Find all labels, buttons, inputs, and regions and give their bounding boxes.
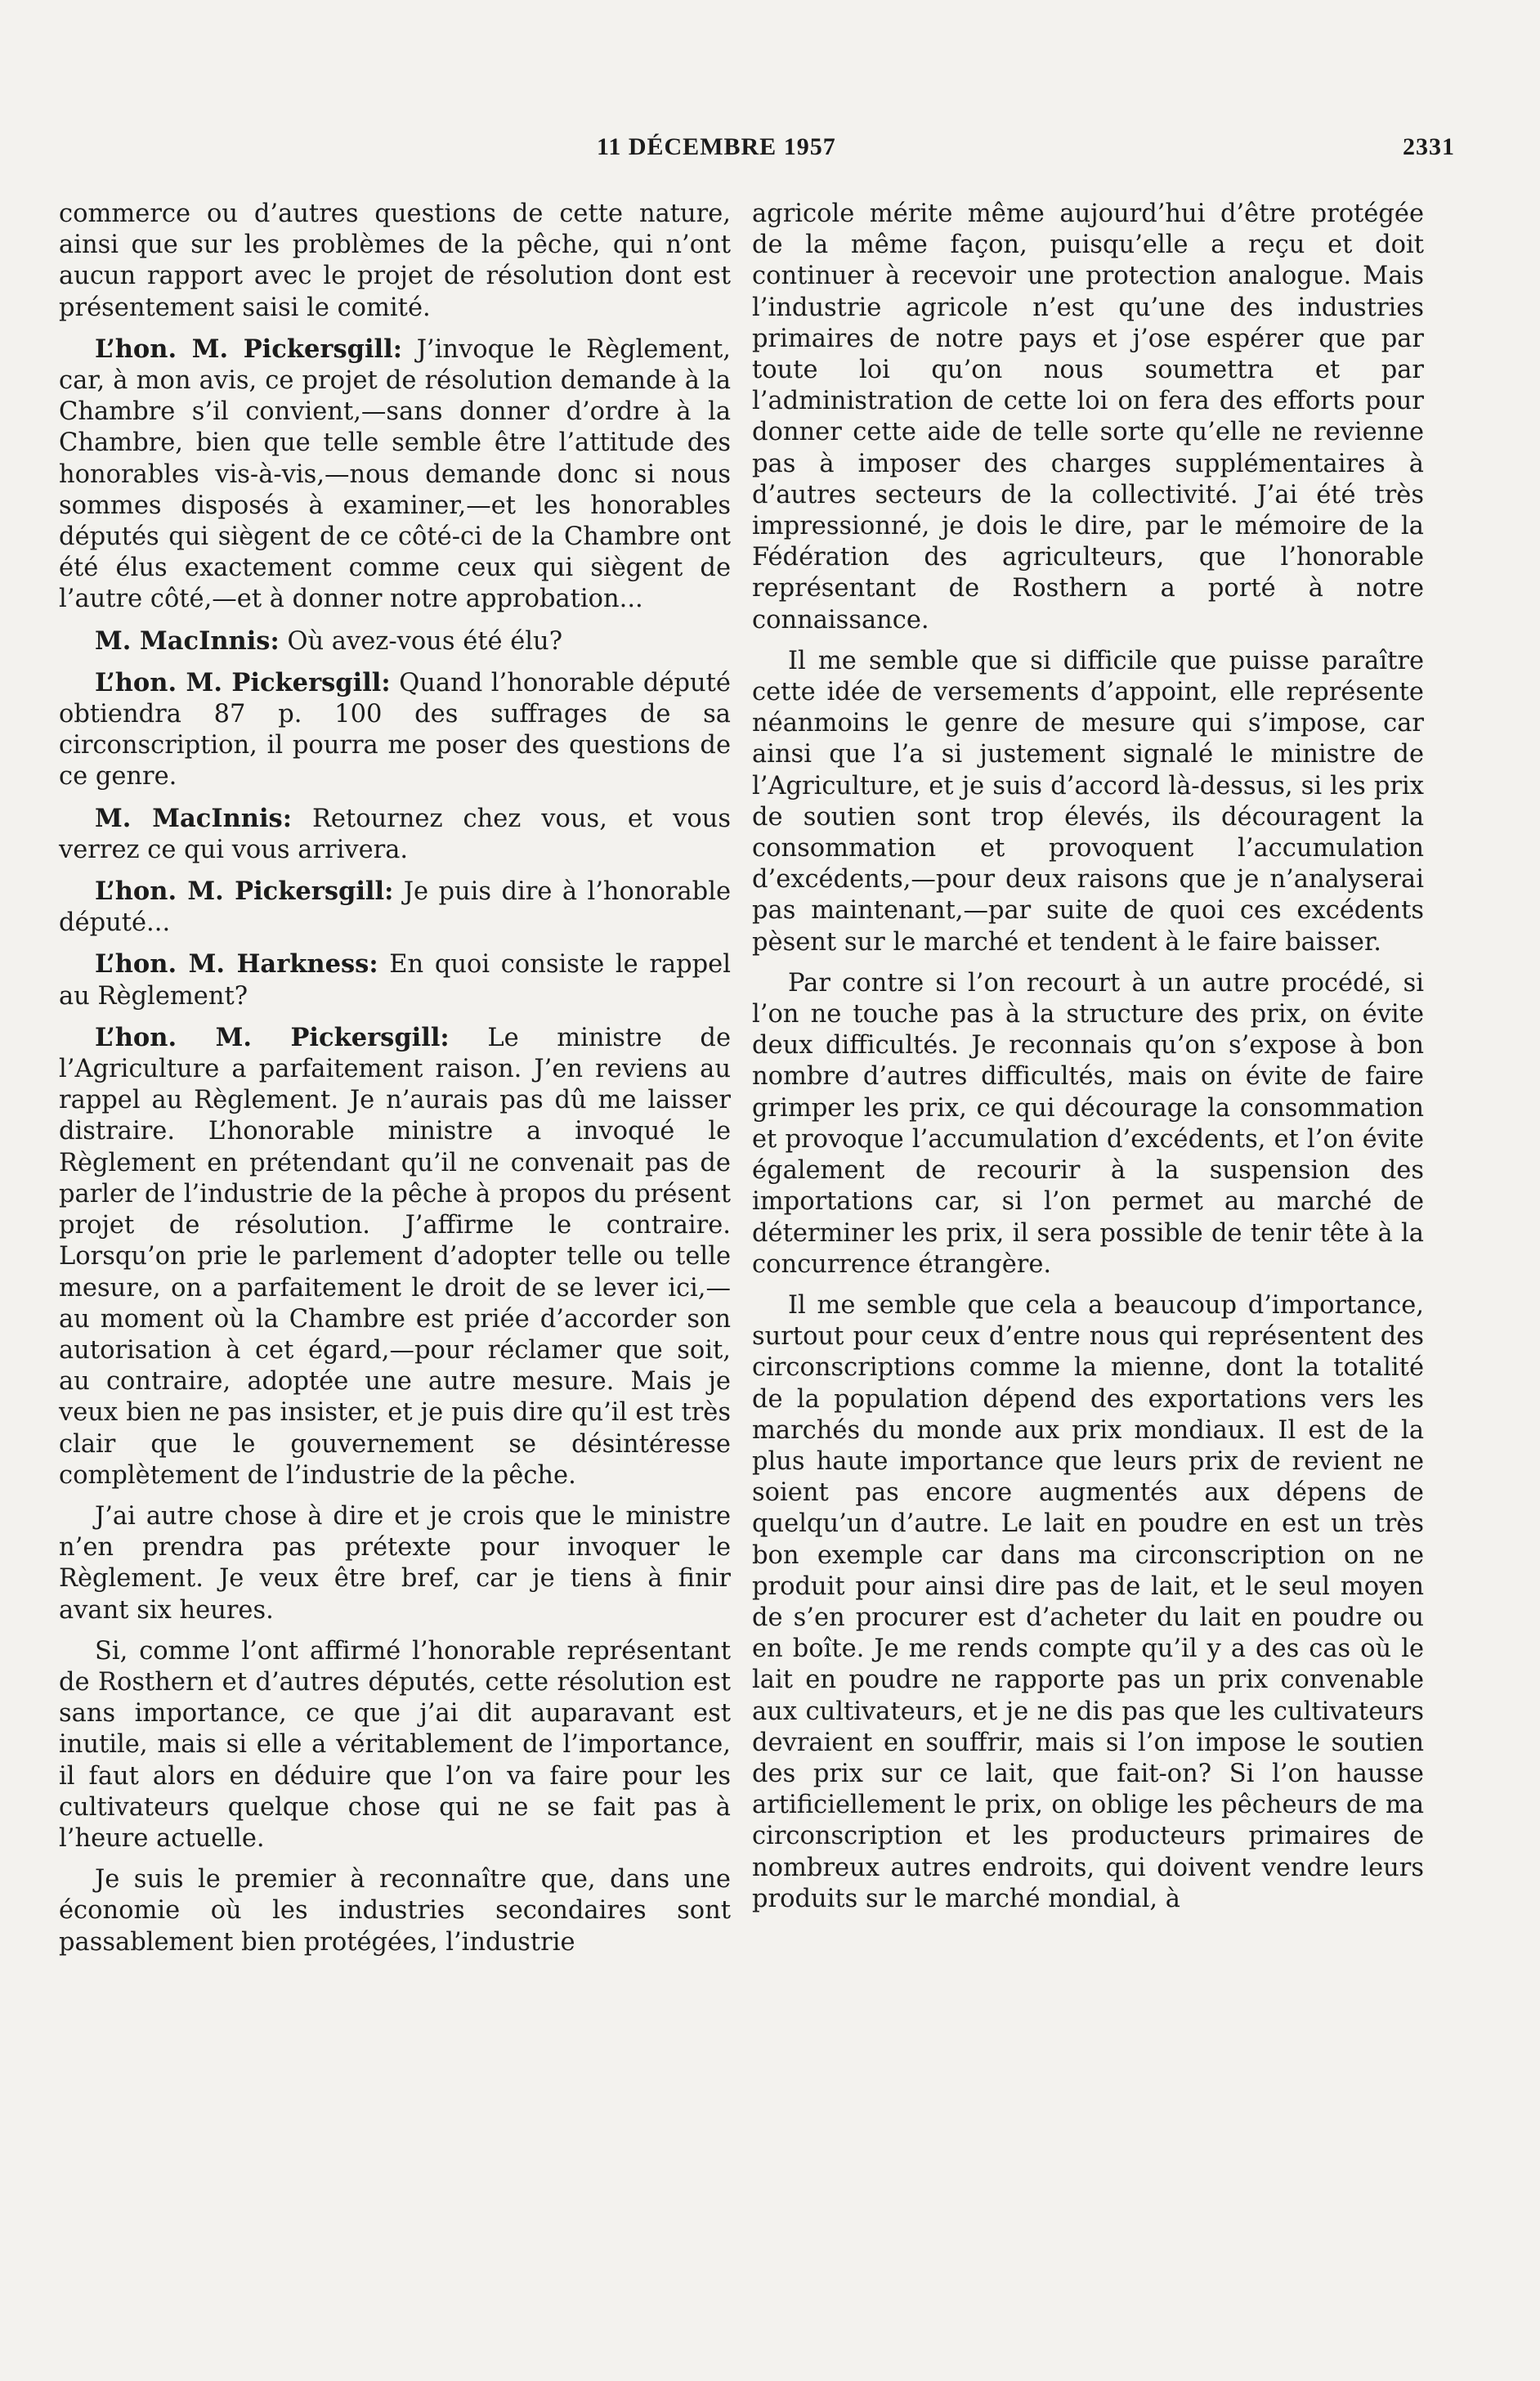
paragraph xyxy=(59,199,731,324)
paragraph-text: Par contre si l’on recourt à un autre procédé, si l’on ne touche pas à la structure des prix, on évite deux difficultés. Je reconnais qu’on s’expose à bon nombre d’autres difficultés, mais on évite de faire grimper les prix, ce qui décourage la consommation et provoque l’accumulation d’excédents, et l’on évite également de recourir à la suspension des importations car, si l’on permet au marché de déterminer les prix, il sera possible de tenir tête à la concurrence étrangère. xyxy=(752,968,1424,1279)
paragraph xyxy=(59,803,731,866)
paragraph xyxy=(59,667,731,793)
paragraph-text: En quoi consiste le rappel au Règlement? xyxy=(59,950,731,1011)
paragraph xyxy=(59,1636,731,1854)
left-column xyxy=(59,199,731,1968)
paragraph xyxy=(752,968,1424,1280)
speaker-name: L’hon. M. Harkness: xyxy=(95,949,378,980)
speaker-name: L’hon. M. Pickersgill: xyxy=(95,1022,450,1052)
paragraph xyxy=(59,1501,731,1626)
page-number: 2331 xyxy=(1403,133,1455,160)
paragraph xyxy=(752,646,1424,958)
paragraph xyxy=(59,1864,731,1958)
paragraph xyxy=(59,626,731,657)
paragraph xyxy=(59,876,731,939)
paragraph-text: Le ministre de l’Agriculture a parfaitement raison. J’en reviens au rappel au Règlement. Je n’aurais pas dû me laisser distraire. L’honorable ministre a invoqué le Règlement en prétendant qu’il ne convenait pas de parler de l’industrie de la pêche à propos du présent projet de résolution. J’affirme le contraire. Lorsqu’on prie le parlement d’adopter telle ou telle mesure, on a parfaitement le droit de se lever ici,—au moment où la Chambre est priée d’accorder son autorisation à cet égard,—pour réclamer que soit, au contraire, adoptée une autre mesure. Mais je veux bien ne pas insister, et je puis dire qu’il est très clair que le gouvernement se désintéresse complètement de l’industrie de la pêche. xyxy=(59,1023,731,1490)
paragraph-text: Si, comme l’ont affirmé l’honorable représentant de Rosthern et d’autres députés, cette résolution est sans importance, ce que j’ai dit auparavant est inutile, mais si elle a véritablement de l’importance, il faut alors en déduire que l’on va faire pour les cultivateurs quelque chose qui ne se fait pas à l’heure actuelle. xyxy=(59,1636,731,1853)
paragraph-text: Il me semble que cela a beaucoup d’importance, surtout pour ceux d’entre nous qui représentent des circonscriptions comme la mienne, dont la totalité de la population dépend des exportations vers les marchés du monde aux prix mondiaux. Il est de la plus haute importance que leurs prix de revient ne soient pas encore augmentés aux dépens de quelqu’un d’autre. Le lait en poudre en est un très bon exemple car dans ma circonscription on ne produit pour ainsi dire pas de lait, et le seul moyen de s’en procurer est d’acheter du lait en poudre ou en boîte. Je me rends compte qu’il y a des cas où le lait en poudre ne rapporte pas un prix convenable aux cultivateurs, et je ne dis pas que les cultivateurs devraient en souffrir, mais si l’on impose le soutien des prix sur ce lait, que fait-on? Si l’on hausse artificiellement le prix, on oblige les pêcheurs de ma circonscription et les producteurs primaires de nombreux autres endroits, qui doivent vendre leurs produits sur le marché mondial, à xyxy=(752,1290,1424,1913)
paragraph xyxy=(59,948,731,1011)
paragraph-text: agricole mérite même aujourd’hui d’être protégée de la même façon, puisqu’elle a reçu et doit continuer à recevoir une protection analogue. Mais l’industrie agricole n’est qu’une des industries primaires de notre pays et j’ose espérer que par toute loi qu’on nous soumettra et par l’administration de cette loi on fera des efforts pour donner cette aide de telle sorte qu’elle ne revienne pas à imposer des charges supplémentaires à d’autres secteurs de la collectivité. J’ai été très impressionné, je dois le dire, par le mémoire de la Fédération des agriculteurs, que l’honorable représentant de Rosthern a porté à notre connaissance. xyxy=(752,200,1424,634)
speaker-name: L’hon. M. Pickersgill: xyxy=(95,877,394,907)
paragraph xyxy=(752,1290,1424,1915)
speaker-name: L’hon. M. Pickersgill: xyxy=(95,667,391,697)
paragraph-text: J’ai autre chose à dire et je crois que le ministre n’en prendra pas prétexte pour invoquer le Règlement. Je veux être bref, car je tiens à finir avant six heures. xyxy=(59,1501,731,1625)
right-column xyxy=(752,199,1424,1925)
paragraph-text: Retournez chez vous, et vous verrez ce qui vous arrivera. xyxy=(59,804,731,864)
paragraph-text: J’invoque le Règlement, car, à mon avis, ce projet de résolution demande à la Chambre s’il convient,—sans donner d’ordre à la Chambre, bien que telle semble être l’attitude des honorables vis-à-vis,—nous demande donc si nous sommes disposés à examiner,—et les honorables députés qui siègent de ce côté-ci de la Chambre ont été élus exactement comme ceux qui siègent de l’autre côté,—et à donner notre approbation... xyxy=(59,334,731,614)
paragraph xyxy=(59,1022,731,1491)
paragraph-text: Je puis dire à l’honorable député... xyxy=(59,877,731,938)
header-date: 11 DÉCEMBRE 1957 xyxy=(597,133,836,160)
paragraph xyxy=(59,334,731,616)
speaker-name: L’hon. M. Pickersgill: xyxy=(95,334,402,364)
paragraph-text: commerce ou d’autres questions de cette nature, ainsi que sur les problèmes de la pêche, qui n’ont aucun rapport avec le projet de résolution dont est présentement saisi le comité. xyxy=(59,200,731,322)
paragraph-text: Quand l’honorable député obtiendra 87 p. 100 des suffrages de sa circonscription, il pourra me poser des questions de ce genre. xyxy=(59,668,731,791)
paragraph-text: Il me semble que si difficile que puisse paraître cette idée de versements d’appoint, elle représente néanmoins le genre de mesure qui s’impose, car ainsi que l’a si justement signalé le ministre de l’Agriculture, et je suis d’accord là-dessus, si les prix de soutien sont trop élevés, ils découragent la consommation et provoquent l’accumulation d’excédents,—pour deux raisons que je n’analyserai pas maintenant,—par suite de quoi ces excédents pèsent sur le marché et tendent à le faire baisser. xyxy=(752,646,1424,957)
paragraph xyxy=(752,199,1424,636)
page-header xyxy=(0,133,1540,169)
speaker-name: M. MacInnis: xyxy=(95,626,280,656)
speaker-name: M. MacInnis: xyxy=(95,803,292,833)
paragraph-text: Je suis le premier à reconnaître que, dans une économie où les industries secondaires sont passablement bien protégées, l’industrie xyxy=(59,1865,731,1957)
paragraph-text: Où avez-vous été élu? xyxy=(287,626,563,656)
